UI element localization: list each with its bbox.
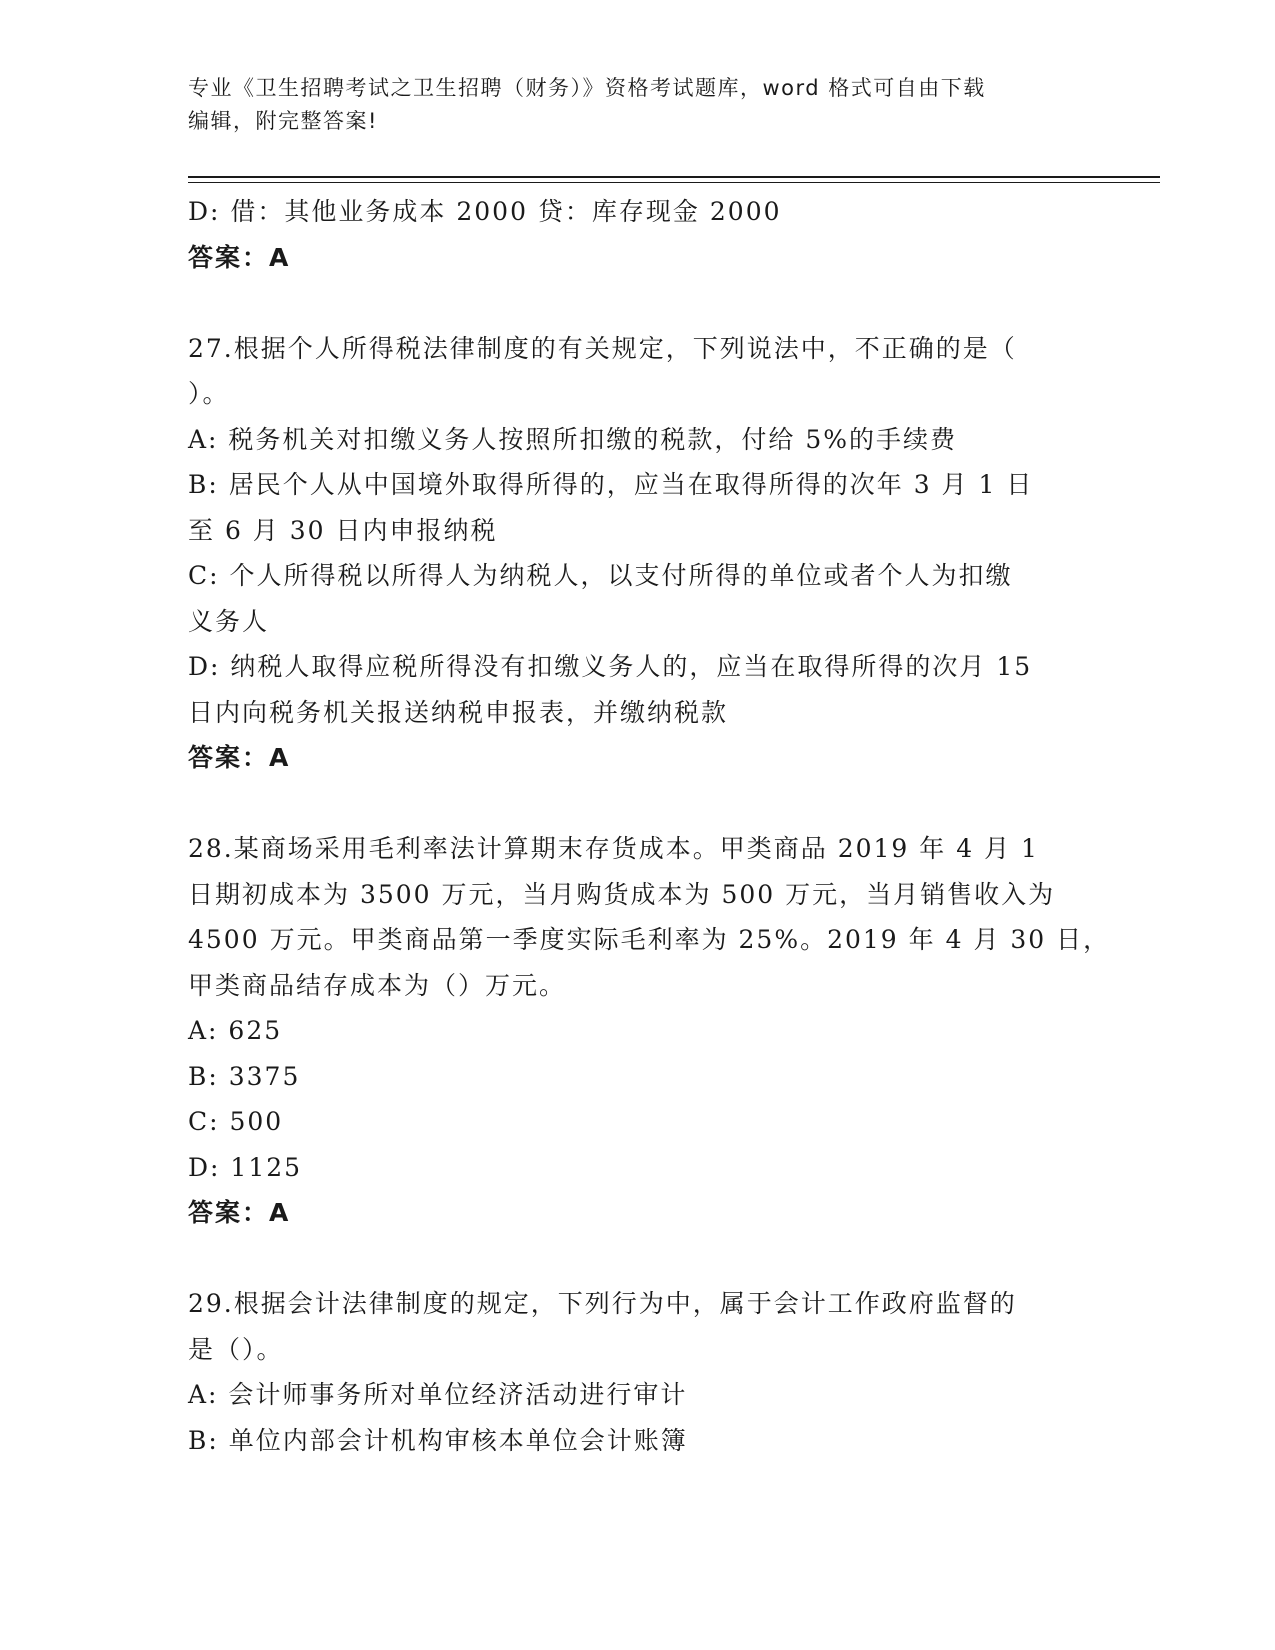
question-28 xyxy=(188,826,1111,1236)
q28-option-d: D: 1125 xyxy=(188,1152,303,1182)
q27-option-b-line-1: B: 居民个人从中国境外取得所得的，应当在取得所得的次年 3 月 1 日 xyxy=(188,470,1034,499)
q27-option-c-line-1: C: 个人所得税以所得人为纳税人，以支付所得的单位或者个人为扣缴 xyxy=(188,561,1013,590)
question-content xyxy=(188,189,1111,1463)
spacer xyxy=(188,1236,1088,1282)
q27-stem-line-2: ）。 xyxy=(188,379,230,408)
q27-option-b-line-2: 至 6 月 30 日内申报纳税 xyxy=(188,515,498,545)
question-27 xyxy=(188,326,1088,781)
q27-option-d-line-2: 日内向税务机关报送纳税申报表，并缴纳税款 xyxy=(188,697,729,727)
q26-answer: 答案：A xyxy=(188,242,291,272)
q29-stem-line-2: 是（）。 xyxy=(188,1334,284,1364)
q27-option-a: A: 税务机关对扣缴义务人按照所扣缴的税款，付给 5%的手续费 xyxy=(188,424,958,454)
q28-stem-line-2: 日期初成本为 3500 万元，当月购货成本为 500 万元，当月销售收入为 xyxy=(188,879,1056,909)
header-divider-thin xyxy=(188,182,1160,183)
spacer xyxy=(188,781,1088,827)
q28-option-c: C: 500 xyxy=(188,1107,284,1136)
header-line-1: 专业《卫生招聘考试之卫生招聘（财务）》资格考试题库，word 格式可自由下载 xyxy=(188,76,986,100)
q28-stem-line-3: 4500 万元。甲类商品第一季度实际毛利率为 25%。2019 年 4 月 30 日， xyxy=(188,925,1111,954)
q28-stem-line-1: 28.某商场采用毛利率法计算期末存货成本。甲类商品 2019 年 4 月 1 xyxy=(188,834,1039,863)
question-29 xyxy=(188,1281,1088,1463)
header-divider-thick xyxy=(188,176,1160,178)
q29-option-a: A: 会计师事务所对单位经济活动进行审计 xyxy=(188,1380,688,1409)
header-line-2: 编辑，附完整答案! xyxy=(188,109,378,133)
q28-option-b: B: 3375 xyxy=(188,1061,301,1091)
question-26 xyxy=(188,189,1088,280)
q28-stem-line-4: 甲类商品结存成本为（）万元。 xyxy=(188,970,567,1000)
q28-option-a: A: 625 xyxy=(188,1016,283,1045)
page-header xyxy=(188,72,1088,138)
q27-stem-line-1: 27.根据个人所得税法律制度的有关规定，下列说法中，不正确的是（ xyxy=(188,333,1017,363)
q27-answer: 答案：A xyxy=(188,743,291,772)
q29-stem-line-1: 29.根据会计法律制度的规定，下列行为中，属于会计工作政府监督的 xyxy=(188,1289,1017,1318)
q26-option-d: D: 借：其他业务成本 2000 贷：库存现金 2000 xyxy=(188,197,782,226)
q28-answer: 答案：A xyxy=(188,1198,291,1227)
q27-option-d-line-1: D: 纳税人取得应税所得没有扣缴义务人的，应当在取得所得的次月 15 xyxy=(188,652,1033,681)
spacer xyxy=(188,280,1088,326)
q29-option-b: B: 单位内部会计机构审核本单位会计账簿 xyxy=(188,1425,688,1455)
q27-option-c-line-2: 义务人 xyxy=(188,606,270,636)
